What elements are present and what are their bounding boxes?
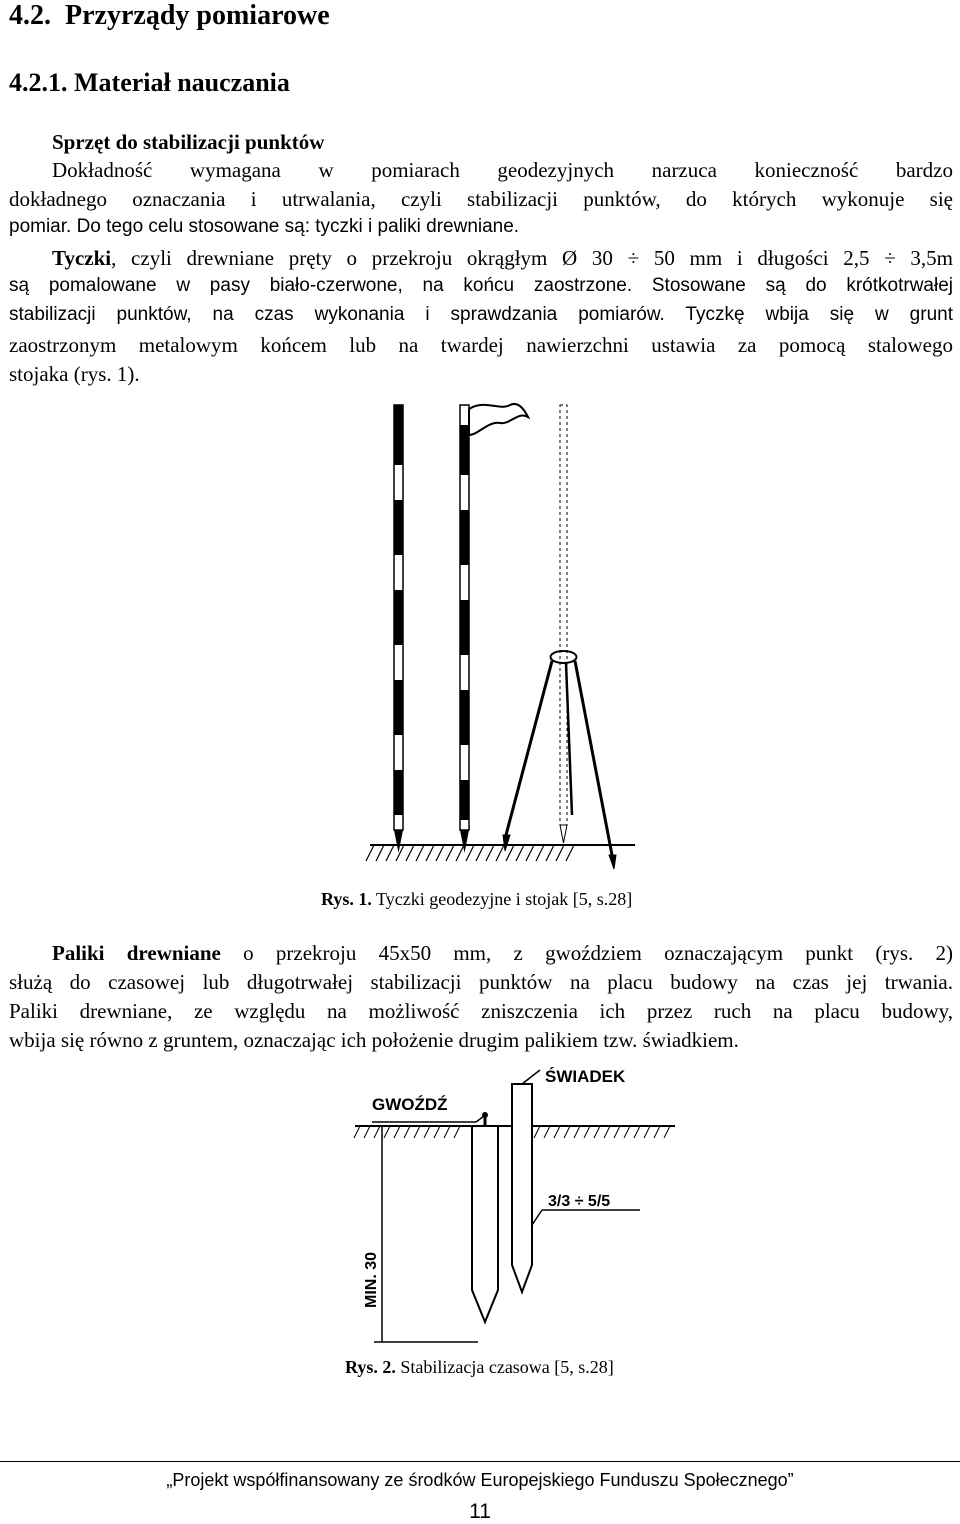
label-depth: MIN. 30 <box>363 1251 380 1308</box>
para2-line-1 <box>52 246 953 271</box>
para1-line-3: pomiar. Do tego celu stosowane są: tyczki i paliki drewniane. <box>9 216 520 237</box>
subsection-number: 4.2.1. <box>9 68 68 97</box>
para3-bold: Paliki drewniane <box>52 941 221 965</box>
para2-line-2: są pomalowane w pasy biało-czerwone, na końcu zaostrzone. Stosowane są do krótkotrwałej <box>9 275 953 296</box>
label-ratio: 3/3 ÷ 5/5 <box>548 1193 611 1210</box>
nail-leader <box>372 1116 484 1122</box>
para2-line-4: zaostrzonym metalowym końcem lub na twardej nawierzchni ustawia za pomocą stalowego <box>9 333 953 357</box>
para2-line-5: stojaka (rys. 1). <box>9 362 140 386</box>
para3-line-1-text: o przekroju 45x50 mm, z gwoździem oznaczającym punkt (rys. 2) <box>220 941 953 965</box>
para2-line-3: stabilizacji punktów, na czas wykonania i sprawdzania pomiarów. Tyczkę wbija się w grunt <box>9 304 953 325</box>
para1-line-2: dokładnego oznaczania i utrwalania, czyli stabilizacji punktów, do których wykonuje się <box>9 187 953 211</box>
main-stake <box>472 1113 498 1323</box>
label-nail: GWOŹDŹ <box>372 1095 448 1114</box>
pole-1 <box>394 405 403 853</box>
topic-heading: Sprzęt do stabilizacji punktów <box>52 130 325 154</box>
ground-hatching <box>366 845 574 861</box>
para3-line-3: Paliki drewniane, ze względu na możliwość zniszczenia ich przez ruch na placu budowy, <box>9 999 953 1023</box>
figure1-caption <box>321 889 632 910</box>
para1-line-1: Dokładność wymagana w pomiarach geodezyjnych narzuca konieczność bardzo <box>52 158 953 182</box>
figure2-caption <box>345 1357 614 1378</box>
depth-dimension <box>374 1126 478 1342</box>
figure1-label: Rys. 1. <box>321 889 372 909</box>
subsection-title: Materiał nauczania <box>74 68 290 97</box>
footer-rule <box>0 1461 960 1462</box>
subsection-heading <box>9 68 290 98</box>
footer-text: „Projekt współfinansowany ze środków Europejskiego Funduszu Społecznego” <box>166 1470 794 1490</box>
figure1-caption-text: Tyczki geodezyjne i stojak [5, s.28] <box>371 889 633 909</box>
para3-line-4: wbija się równo z gruntem, oznaczając ich położenie drugim palikiem tzw. świadkiem. <box>9 1028 739 1052</box>
figure2-caption-text: Stabilizacja czasowa [5, s.28] <box>395 1357 614 1377</box>
section-number: 4.2. <box>9 0 51 31</box>
label-witness: ŚWIADEK <box>545 1067 626 1086</box>
page-number: 11 <box>469 1500 491 1523</box>
witness-leader <box>522 1070 540 1084</box>
para2-bold: Tyczki <box>52 246 112 270</box>
figure2-label: Rys. 2. <box>345 1357 396 1377</box>
section-heading <box>9 0 330 32</box>
ratio-leader <box>532 1210 640 1225</box>
para2-line-1-text: , czyli drewniane pręty o przekroju okrągłym Ø 30 ÷ 50 mm i długości 2,5 ÷ 3,5m <box>111 246 953 270</box>
figure2-drawing <box>350 1060 680 1350</box>
pole-3-in-stand <box>560 405 567 843</box>
section-title: Przyrządy pomiarowe <box>65 0 330 31</box>
witness-stake <box>512 1084 532 1292</box>
figure1-drawing <box>360 395 650 870</box>
para3-line-2: służą do czasowej lub długotrwałej stabilizacji punktów na placu budowy na czas jej trwania. <box>9 970 953 994</box>
para3-line-1 <box>52 941 953 966</box>
